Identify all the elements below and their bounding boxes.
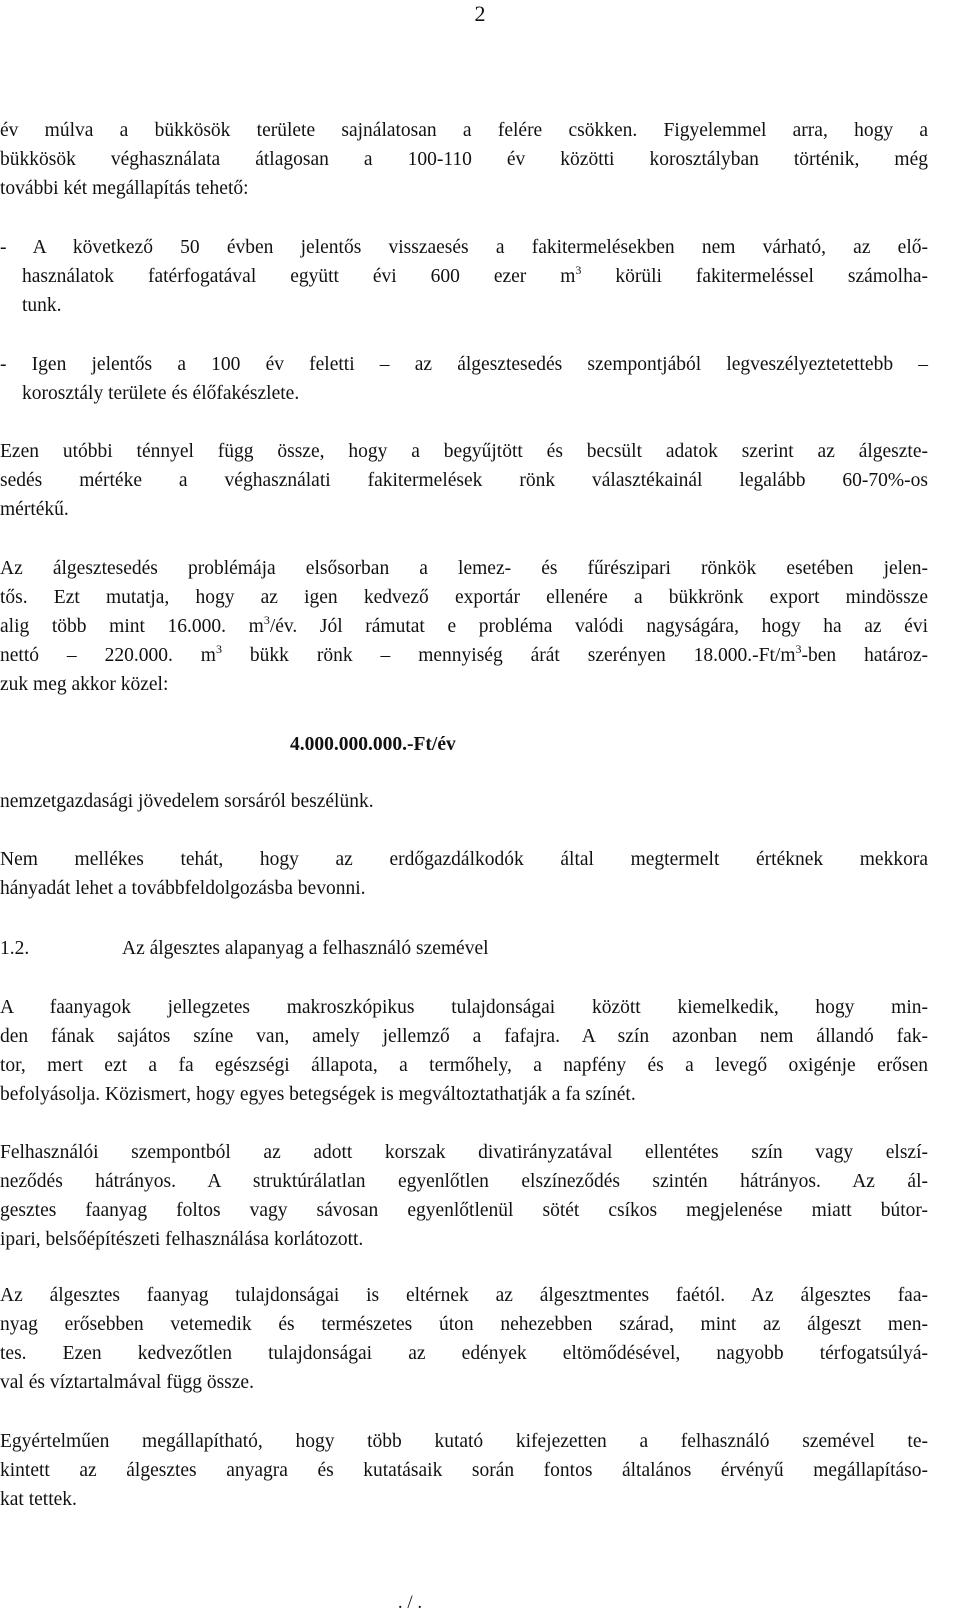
text-line: den fának sajátos színe van, amely jellemző a fafajra. A szín azonban nem állandó fak- (0, 1026, 928, 1047)
text-line: év múlva a bükkösök területe sajnálatosan a felére csökken. Figyelemmel arra, hogy a (0, 120, 928, 141)
paragraph-processing (0, 845, 928, 903)
text-line: zuk meg akkor közel: (0, 674, 169, 695)
list-item-second (0, 350, 928, 408)
paragraph-user-view (0, 1138, 928, 1254)
page-number: 2 (474, 1, 486, 26)
highlight-value: 4.000.000.000.-Ft/év (290, 734, 456, 755)
paragraph-conclusion (0, 1427, 928, 1514)
paragraph-properties (0, 1281, 928, 1397)
continuation-mark: . / . (397, 1592, 423, 1613)
section-heading (0, 934, 928, 963)
text-line: hányadát lehet a továbbfeldolgozásba bevonni. (0, 878, 366, 899)
section-number: 1.2. (0, 938, 30, 959)
text-line: alig több mint 16.000. $m^3/év$. Jól rámutat e probléma valódi nagyságára, hogy ha az évi (0, 613, 928, 637)
text-line: tes. Ezen kedvezőtlen tulajdonságai az edények eltömődésével, nagyobb térfogatsúlyá- (0, 1343, 928, 1364)
text-line: Felhasználói szempontból az adott korszak divatirányzatával ellentétes szín vagy elszí- (0, 1142, 928, 1163)
text-line: Nem mellékes tehát, hogy az erdőgazdálkodók által megtermelt értéknek mekkora (0, 849, 928, 870)
text-line: befolyásolja. Közismert, hogy egyes betegségek is megváltoztathatják a fa színét. (0, 1084, 636, 1105)
text-line: további két megállapítás tehető: (0, 178, 249, 199)
paragraph-income: nemzetgazdasági jövedelem sorsáról beszélünk. (0, 791, 374, 812)
paragraph-export (0, 554, 928, 699)
text-line: Ezen utóbbi ténnyel függ össze, hogy a begyűjtött és becsült adatok szerint az álgeszte- (0, 441, 928, 462)
text-line: használatok fatérfogatával együtt évi 600 ezer $m^3$ körüli fakitermeléssel számolha- (22, 263, 928, 287)
text-line: val és víztartalmával függ össze. (0, 1372, 254, 1393)
text-line: Az álgesztesedés problémája elsősorban a lemez- és fűrészipari rönkök esetében jelen- (0, 558, 928, 579)
text-line: kintett az álgesztes anyagra és kutatásaik során fontos általános érvényű megállapításo- (0, 1460, 928, 1481)
paragraph-estimates (0, 437, 928, 524)
text-line: sedés mértéke a véghasználati fakitermelések rönk választékainál legalább 60-70%-os (0, 470, 928, 491)
text-line: Az álgesztes faanyag tulajdonságai is eltérnek az álgesztmentes faétól. Az álgesztes faa- (0, 1285, 928, 1306)
text-line: A faanyagok jellegzetes makroszkópikus tulajdonságai között kiemelkedik, hogy min- (0, 997, 928, 1018)
text-line: ipari, belsőépítészeti felhasználása korlátozott. (0, 1229, 364, 1250)
text-line: - A következő 50 évben jelentős visszaesés a fakitermelésekben nem várható, az elő- (0, 237, 928, 258)
text-line: tunk. (22, 295, 62, 316)
text-line: Egyértelműen megállapítható, hogy több kutató kifejezetten a felhasználó szemével te- (0, 1431, 928, 1452)
text-line: nettó – 220.000. $m^3$ bükk rönk – mennyiség árát szerényen $18.000.-Ft/m^3$-ben határoz- (0, 642, 928, 666)
text-line: - Igen jelentős a 100 év feletti – az álgesztesedés szempontjából legveszélyeztetettebb – (0, 354, 928, 375)
paragraph-color (0, 993, 928, 1109)
text-line: kat tettek. (0, 1489, 77, 1510)
text-line: neződés hátrányos. A struktúrálatlan egyenlőtlen elszíneződés szintén hátrányos. Az ál- (0, 1171, 928, 1192)
paragraph-intro (0, 116, 928, 203)
text-line: mértékű. (0, 499, 69, 520)
text-line: gesztes faanyag foltos vagy sávosan egyenlőtlenül sötét csíkos megjelenése miatt bútor- (0, 1200, 928, 1221)
text-line: korosztály területe és élőfakészlete. (22, 383, 300, 404)
list-item-first (0, 233, 928, 320)
section-title: Az álgesztes alapanyag a felhasználó szemével (122, 938, 489, 959)
text-line: nyag erősebben vetemedik és természetes úton nehezebben szárad, mint az álgeszt men- (0, 1314, 928, 1335)
text-line: bükkösök véghasználata átlagosan a 100-110 év közötti korosztályban történik, még (0, 149, 928, 170)
text-line: tor, mert ezt a fa egészségi állapota, a termőhely, a napfény és a levegő oxigénje erősen (0, 1055, 928, 1076)
text-line: tős. Ezt mutatja, hogy az igen kedvező exportár ellenére a bükkrönk export mindössze (0, 587, 928, 608)
